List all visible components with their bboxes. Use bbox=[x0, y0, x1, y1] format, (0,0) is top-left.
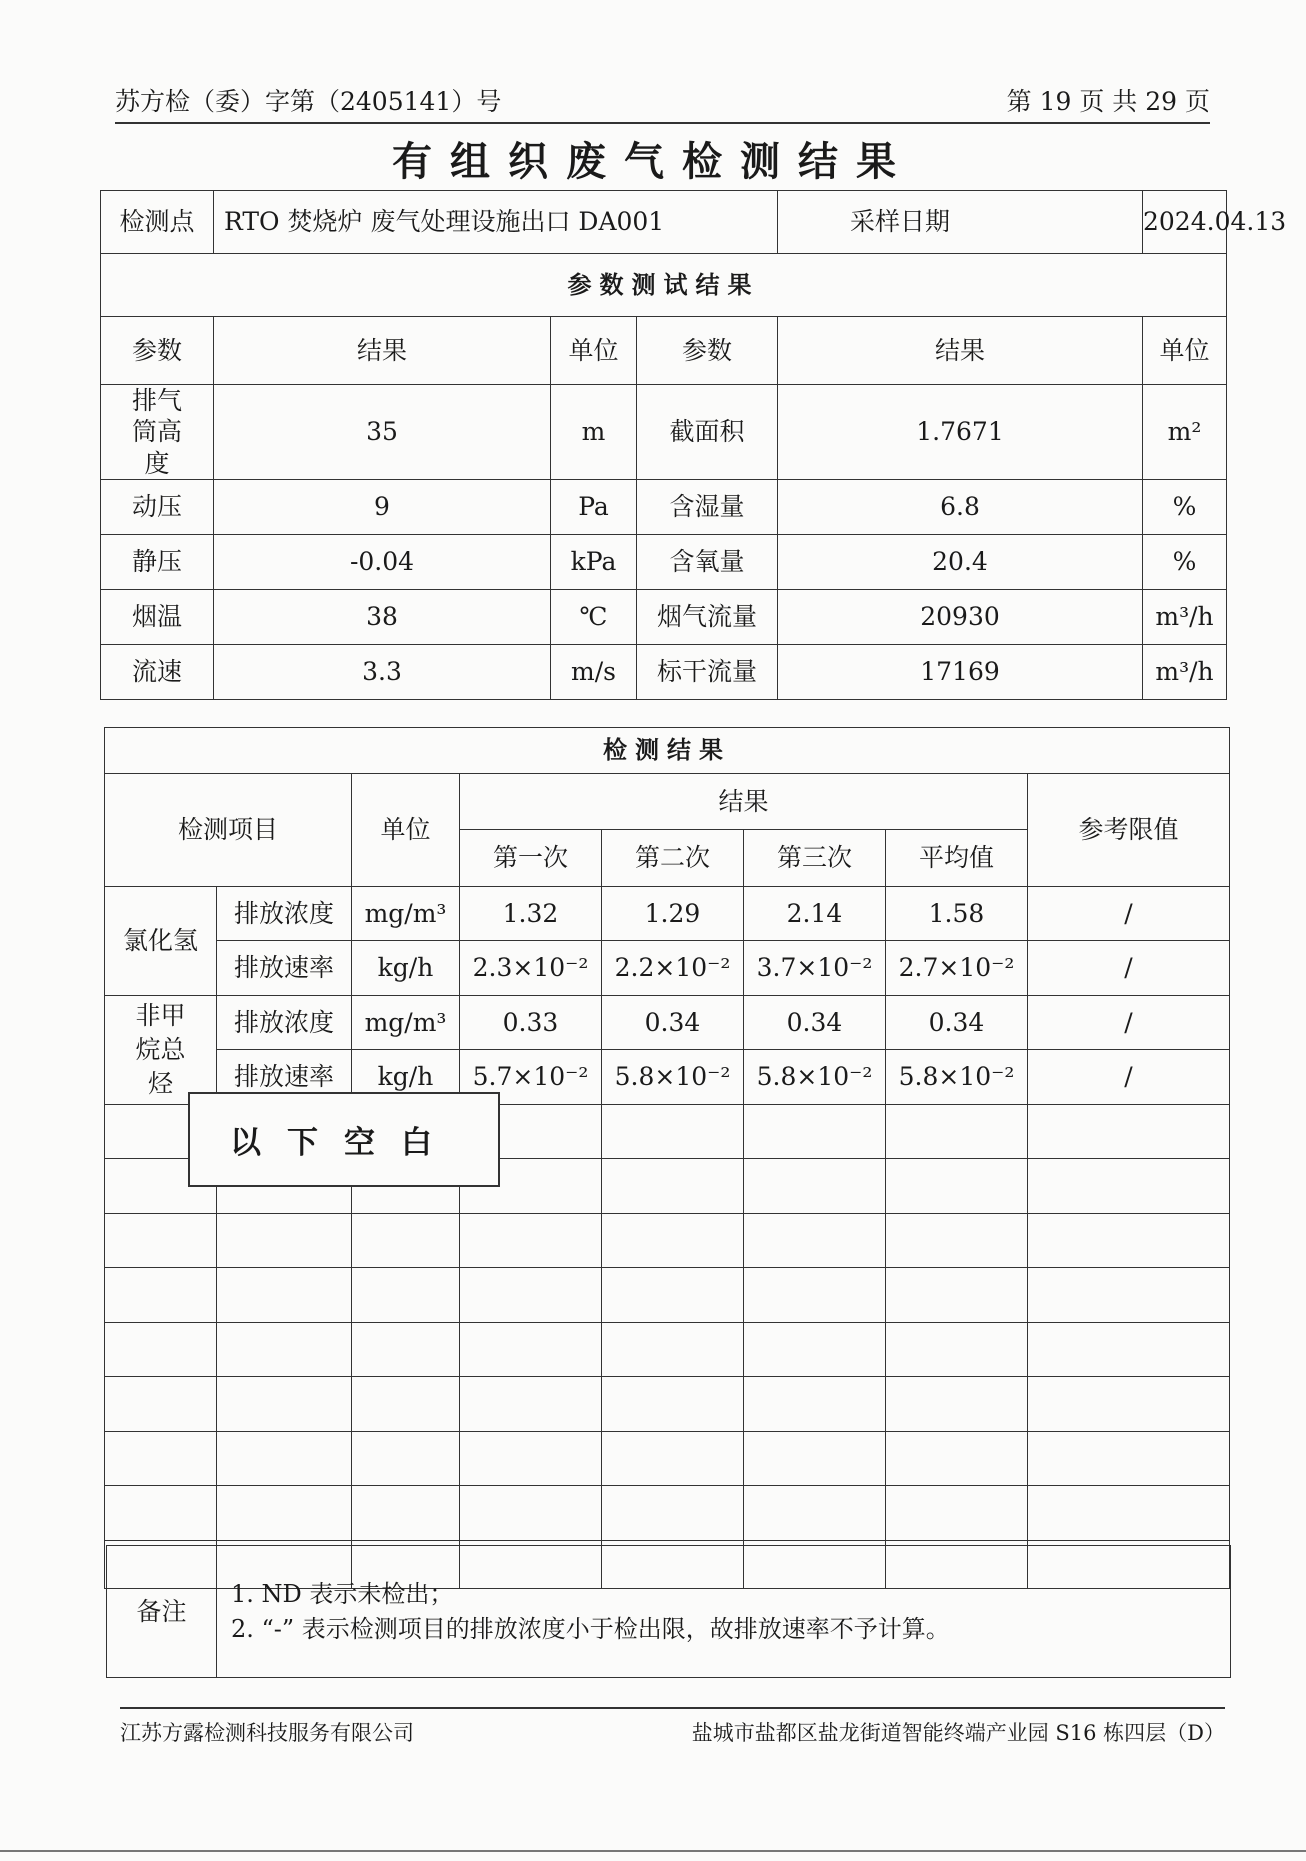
blank-row bbox=[105, 1214, 1230, 1268]
third-header: 第三次 bbox=[744, 830, 886, 887]
notes-content bbox=[217, 1546, 1231, 1678]
blank-row bbox=[105, 1268, 1230, 1323]
result-header: 结果 bbox=[778, 317, 1143, 385]
param-unit: % bbox=[1143, 479, 1227, 534]
metric-unit: kg/h bbox=[352, 1050, 460, 1105]
date-value bbox=[1143, 191, 1287, 254]
value-limit: / bbox=[1028, 941, 1230, 996]
param-header: 参数 bbox=[637, 317, 778, 385]
result-header: 结果 bbox=[214, 317, 551, 385]
notes-table bbox=[106, 1545, 1231, 1678]
value-first: 5.7×10⁻² bbox=[460, 1050, 602, 1105]
metric-unit: kg/h bbox=[352, 941, 460, 996]
page-info: 第 19 页 共 29 页 bbox=[1006, 87, 1210, 116]
param-result: 1.7671 bbox=[778, 385, 1143, 480]
value-third: 0.34 bbox=[744, 996, 886, 1050]
param-section-title: 参数测试结果 bbox=[101, 254, 1227, 317]
value-first: 2.3×10⁻² bbox=[460, 941, 602, 996]
metric-name: 排放浓度 bbox=[217, 887, 352, 941]
blank-row bbox=[105, 1377, 1230, 1432]
result-section-title: 检测结果 bbox=[105, 728, 1230, 774]
param-unit: % bbox=[1143, 534, 1227, 589]
metric-unit: mg/m³ bbox=[352, 996, 460, 1050]
report-number: 苏方检（委）字第（2405141）号 bbox=[115, 87, 502, 116]
value-limit: / bbox=[1028, 887, 1230, 941]
param-result: 20.4 bbox=[778, 534, 1143, 589]
page-footer bbox=[120, 1707, 1225, 1747]
param-result: 20930 bbox=[778, 589, 1143, 644]
value-third: 3.7×10⁻² bbox=[744, 941, 886, 996]
blank-stamp: 以下空白 bbox=[188, 1092, 500, 1187]
page-header bbox=[115, 82, 1210, 124]
point-value: RTO 焚烧炉 废气处理设施出口 DA001 bbox=[214, 191, 778, 254]
blank-row bbox=[105, 1323, 1230, 1377]
value-third: 5.8×10⁻² bbox=[744, 1050, 886, 1105]
param-result: 17169 bbox=[778, 644, 1143, 699]
param-name: 烟温 bbox=[101, 589, 214, 644]
group-name: 氯化氢 bbox=[105, 887, 217, 996]
company-name: 江苏方露检测科技服务有限公司 bbox=[120, 1721, 414, 1745]
date-value-text: 2024.04.13 bbox=[1143, 207, 1287, 236]
param-name: 烟气流量 bbox=[637, 589, 778, 644]
first-header: 第一次 bbox=[460, 830, 602, 887]
metric-unit: mg/m³ bbox=[352, 887, 460, 941]
value-third: 2.14 bbox=[744, 887, 886, 941]
param-unit: m² bbox=[1143, 385, 1227, 480]
param-unit: m³/h bbox=[1143, 589, 1227, 644]
param-unit: m/s bbox=[551, 644, 637, 699]
value-second: 1.29 bbox=[602, 887, 744, 941]
unit-header: 单位 bbox=[352, 774, 460, 887]
param-name: 截面积 bbox=[637, 385, 778, 480]
metric-name: 排放速率 bbox=[217, 1050, 352, 1105]
param-unit: m bbox=[551, 385, 637, 480]
param-result: 3.3 bbox=[214, 644, 551, 699]
param-result: 9 bbox=[214, 479, 551, 534]
limit-header: 参考限值 bbox=[1028, 774, 1230, 887]
value-avg: 0.34 bbox=[886, 996, 1028, 1050]
value-avg: 5.8×10⁻² bbox=[886, 1050, 1028, 1105]
param-name: 含氧量 bbox=[637, 534, 778, 589]
scan-edge-divider bbox=[0, 1850, 1306, 1852]
parameter-table bbox=[100, 190, 1287, 700]
value-second: 2.2×10⁻² bbox=[602, 941, 744, 996]
param-result: 38 bbox=[214, 589, 551, 644]
param-name: 含湿量 bbox=[637, 479, 778, 534]
result-header: 结果 bbox=[460, 774, 1028, 830]
value-limit: / bbox=[1028, 996, 1230, 1050]
note-line: 2. “-” 表示检测项目的排放浓度小于检出限，故排放速率不予计算。 bbox=[231, 1614, 950, 1643]
param-unit: Pa bbox=[551, 479, 637, 534]
notes-label: 备注 bbox=[107, 1546, 217, 1678]
date-label bbox=[778, 191, 1143, 254]
param-name: 标干流量 bbox=[637, 644, 778, 699]
value-limit: / bbox=[1028, 1050, 1230, 1105]
param-name: 动压 bbox=[101, 479, 214, 534]
company-address: 盐城市盐都区盐龙街道智能终端产业园 S16 栋四层（D） bbox=[691, 1721, 1225, 1745]
param-result: 35 bbox=[214, 385, 551, 480]
param-result: -0.04 bbox=[214, 534, 551, 589]
avg-header: 平均值 bbox=[886, 830, 1028, 887]
param-header: 参数 bbox=[101, 317, 214, 385]
note-line: 1. ND 表示未检出； bbox=[231, 1579, 454, 1608]
blank-row bbox=[105, 1432, 1230, 1486]
unit-header: 单位 bbox=[551, 317, 637, 385]
unit-header: 单位 bbox=[1143, 317, 1227, 385]
param-name-text: 排气筒高度 bbox=[131, 386, 182, 478]
point-label: 检测点 bbox=[101, 191, 214, 254]
metric-name: 排放速率 bbox=[217, 941, 352, 996]
param-unit: kPa bbox=[551, 534, 637, 589]
second-header: 第二次 bbox=[602, 830, 744, 887]
group-name bbox=[105, 996, 217, 1105]
page-title: 有组织废气检测结果 bbox=[392, 138, 914, 185]
value-avg: 2.7×10⁻² bbox=[886, 941, 1028, 996]
group-name-text: 非甲烷总烃 bbox=[135, 1001, 186, 1098]
param-unit: m³/h bbox=[1143, 644, 1227, 699]
metric-name: 排放浓度 bbox=[217, 996, 352, 1050]
value-first: 1.32 bbox=[460, 887, 602, 941]
value-first: 0.33 bbox=[460, 996, 602, 1050]
param-name: 流速 bbox=[101, 644, 214, 699]
value-second: 5.8×10⁻² bbox=[602, 1050, 744, 1105]
param-name bbox=[101, 385, 214, 480]
value-second: 0.34 bbox=[602, 996, 744, 1050]
blank-row bbox=[105, 1486, 1230, 1541]
param-unit: ℃ bbox=[551, 589, 637, 644]
date-label-text: 采样日期 bbox=[849, 207, 950, 236]
param-result: 6.8 bbox=[778, 479, 1143, 534]
param-name: 静压 bbox=[101, 534, 214, 589]
value-avg: 1.58 bbox=[886, 887, 1028, 941]
item-header: 检测项目 bbox=[105, 774, 352, 887]
